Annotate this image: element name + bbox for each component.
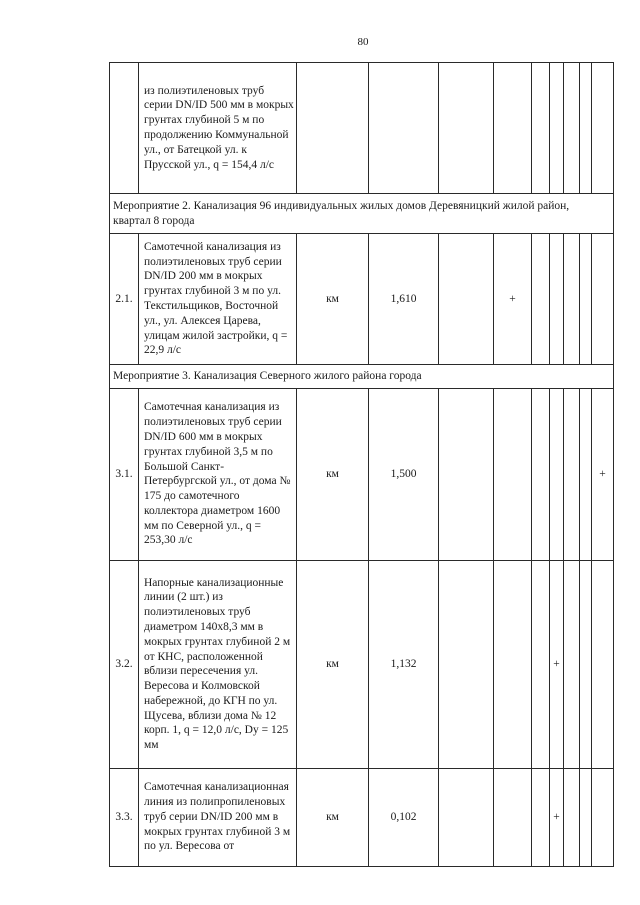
section-heading: Мероприятие 3. Канализация Северного жилого района города bbox=[110, 365, 614, 389]
unit-cell: км bbox=[297, 768, 369, 866]
section-row bbox=[110, 365, 614, 389]
table-row bbox=[110, 63, 614, 194]
measures-table bbox=[109, 62, 614, 867]
year-mark-cell bbox=[494, 560, 532, 768]
work-description bbox=[139, 63, 297, 194]
row-number: 3.3. bbox=[110, 768, 139, 866]
table-row bbox=[110, 768, 614, 866]
work-description bbox=[139, 234, 297, 365]
work-description-text: из полиэтиленовых труб серии DN/ID 500 мм в мокрых грунтах глубиной 5 м по продолжению Коммунальной ул., от Батецкой ул. к Прусской ул., q = 154,4 л/с bbox=[144, 84, 294, 171]
year-mark-cell bbox=[580, 768, 592, 866]
year-mark-cell bbox=[592, 63, 614, 194]
year-mark-cell bbox=[550, 63, 564, 194]
work-description-text: Напорные канализационные линии (2 шт.) из полиэтиленовых труб диаметром 140х8,3 мм в мокрых грунтах глубиной 2 м от КНС, расположенной вблизи пересечения ул. Вересова и Колмовской набережной, до КГН по ул. Щусева, вблизи дома № 12 корп. 1, q = 12,0 л/с, Dy = 125 мм bbox=[144, 576, 291, 752]
row-number: 2.1. bbox=[110, 234, 139, 365]
year-mark-cell: + bbox=[550, 768, 564, 866]
year-mark-cell bbox=[564, 388, 580, 560]
year-mark-cell: + bbox=[592, 388, 614, 560]
quantity-cell: 1,500 bbox=[369, 388, 439, 560]
year-mark-cell bbox=[564, 560, 580, 768]
year-mark-cell bbox=[580, 234, 592, 365]
table-row bbox=[110, 388, 614, 560]
year-mark-cell bbox=[494, 63, 532, 194]
work-description-text: Самотечная канализационная линия из полипропиленовых труб серии DN/ID 200 мм в мокрых грунтах глубиной 3 м по ул. Вересова от bbox=[144, 781, 291, 853]
year-mark-cell bbox=[580, 388, 592, 560]
year-mark-cell bbox=[439, 63, 494, 194]
year-mark-cell bbox=[564, 768, 580, 866]
section-row bbox=[110, 194, 614, 234]
year-mark-cell bbox=[532, 234, 550, 365]
year-mark-cell bbox=[564, 234, 580, 365]
year-mark-cell bbox=[439, 388, 494, 560]
row-number: 3.1. bbox=[110, 388, 139, 560]
year-mark-cell bbox=[532, 388, 550, 560]
year-mark-cell bbox=[532, 63, 550, 194]
year-mark-cell bbox=[550, 388, 564, 560]
work-description-text: Самотечная канализация из полиэтиленовых труб серии DN/ID 600 мм в мокрых грунтах глубиной 3,5 м по Большой Санкт-Петербургской ул., от дома № 175 до самотечного коллектора диаметром 1600 мм по Северной ул., q = 253,30 л/с bbox=[144, 401, 291, 547]
work-description bbox=[139, 560, 297, 768]
unit-cell bbox=[297, 63, 369, 194]
work-description bbox=[139, 768, 297, 866]
quantity-cell: 1,610 bbox=[369, 234, 439, 365]
year-mark-cell: + bbox=[550, 560, 564, 768]
year-mark-cell bbox=[439, 768, 494, 866]
row-number bbox=[110, 63, 139, 194]
year-mark-cell bbox=[592, 768, 614, 866]
year-mark-cell bbox=[592, 234, 614, 365]
year-mark-cell bbox=[564, 63, 580, 194]
table-row bbox=[110, 560, 614, 768]
quantity-cell: 1,132 bbox=[369, 560, 439, 768]
year-mark-cell bbox=[494, 768, 532, 866]
work-description bbox=[139, 388, 297, 560]
year-mark-cell: + bbox=[494, 234, 532, 365]
year-mark-cell bbox=[532, 560, 550, 768]
year-mark-cell bbox=[439, 560, 494, 768]
page-number: 80 bbox=[357, 36, 369, 48]
quantity-cell bbox=[369, 63, 439, 194]
quantity-cell: 0,102 bbox=[369, 768, 439, 866]
year-mark-cell bbox=[580, 560, 592, 768]
unit-cell: км bbox=[297, 560, 369, 768]
year-mark-cell bbox=[494, 388, 532, 560]
year-mark-cell bbox=[439, 234, 494, 365]
section-heading: Мероприятие 2. Канализация 96 индивидуальных жилых домов Деревяницкий жилой район, квартал 8 города bbox=[110, 194, 614, 234]
unit-cell: км bbox=[297, 388, 369, 560]
year-mark-cell bbox=[592, 560, 614, 768]
unit-cell: км bbox=[297, 234, 369, 365]
table-body bbox=[110, 63, 614, 867]
year-mark-cell bbox=[550, 234, 564, 365]
table-row bbox=[110, 234, 614, 365]
row-number: 3.2. bbox=[110, 560, 139, 768]
year-mark-cell bbox=[532, 768, 550, 866]
year-mark-cell bbox=[580, 63, 592, 194]
work-description-text: Самотечной канализация из полиэтиленовых труб серии DN/ID 200 мм в мокрых грунтах глубиной 3 м по ул. Текстильщиков, Восточной ул., ул. Алексея Царева, улицам жилой застройки, q = 22,9 л/с bbox=[144, 240, 288, 357]
